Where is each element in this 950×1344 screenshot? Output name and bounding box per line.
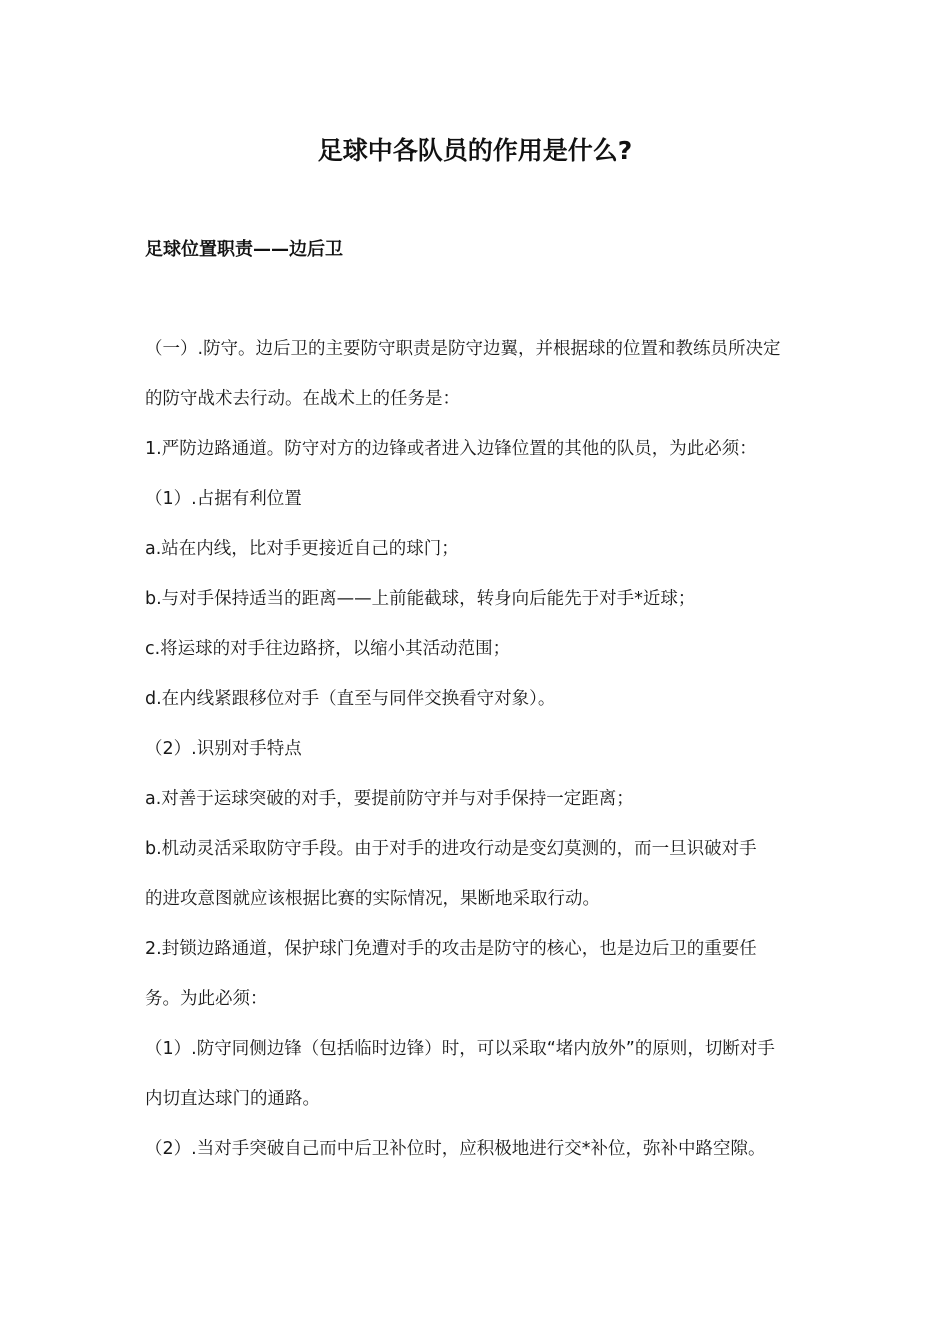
paragraph-line: a.站在内线，比对手更接近自己的球门；: [145, 539, 459, 559]
paragraph-line: （2）.当对手突破自己而中后卫补位时，应积极地进行交*补位，弥补中路空隙。: [145, 1139, 766, 1159]
paragraph-line: 的进攻意图就应该根据比赛的实际情况，果断地采取行动。: [145, 889, 600, 909]
document-title: 足球中各队员的作用是什么?: [317, 136, 633, 165]
paragraph-line: b.机动灵活采取防守手段。由于对手的进攻行动是变幻莫测的，而一旦识破对手: [145, 839, 757, 859]
paragraph-line: 的防守战术去行动。在战术上的任务是：: [145, 389, 460, 409]
paragraph-line: b.与对手保持适当的距离——上前能截球，转身向后能先于对手*近球；: [145, 589, 696, 609]
paragraph-line: 务。为此必须：: [145, 989, 268, 1009]
paragraph-line: 2.封锁边路通道，保护球门免遭对手的攻击是防守的核心，也是边后卫的重要任: [145, 939, 757, 959]
paragraph-line: a.对善于运球突破的对手，要提前防守并与对手保持一定距离；: [145, 789, 634, 809]
body-text: [145, 335, 815, 1185]
paragraph-line: 1.严防边路通道。防守对方的边锋或者进入边锋位置的其他的队员，为此必须：: [145, 439, 757, 459]
paragraph-line: d.在内线紧跟移位对手（直至与同伴交换看守对象）。: [145, 689, 556, 709]
paragraph-line: （一）.防守。边后卫的主要防守职责是防守边翼，并根据球的位置和教练员所决定: [145, 339, 781, 359]
paragraph-line: 内切直达球门的通路。: [145, 1089, 320, 1109]
paragraph-line: （1）.防守同侧边锋（包括临时边锋）时，可以采取“堵内放外”的原则，切断对手: [145, 1039, 775, 1059]
paragraph-line: （2）.识别对手特点: [145, 739, 302, 759]
paragraph-line: c.将运球的对手往边路挤，以缩小其活动范围；: [145, 639, 511, 659]
paragraph-line: （1）.占据有利位置: [145, 489, 302, 509]
section-heading: 足球位置职责——边后卫: [145, 239, 343, 260]
